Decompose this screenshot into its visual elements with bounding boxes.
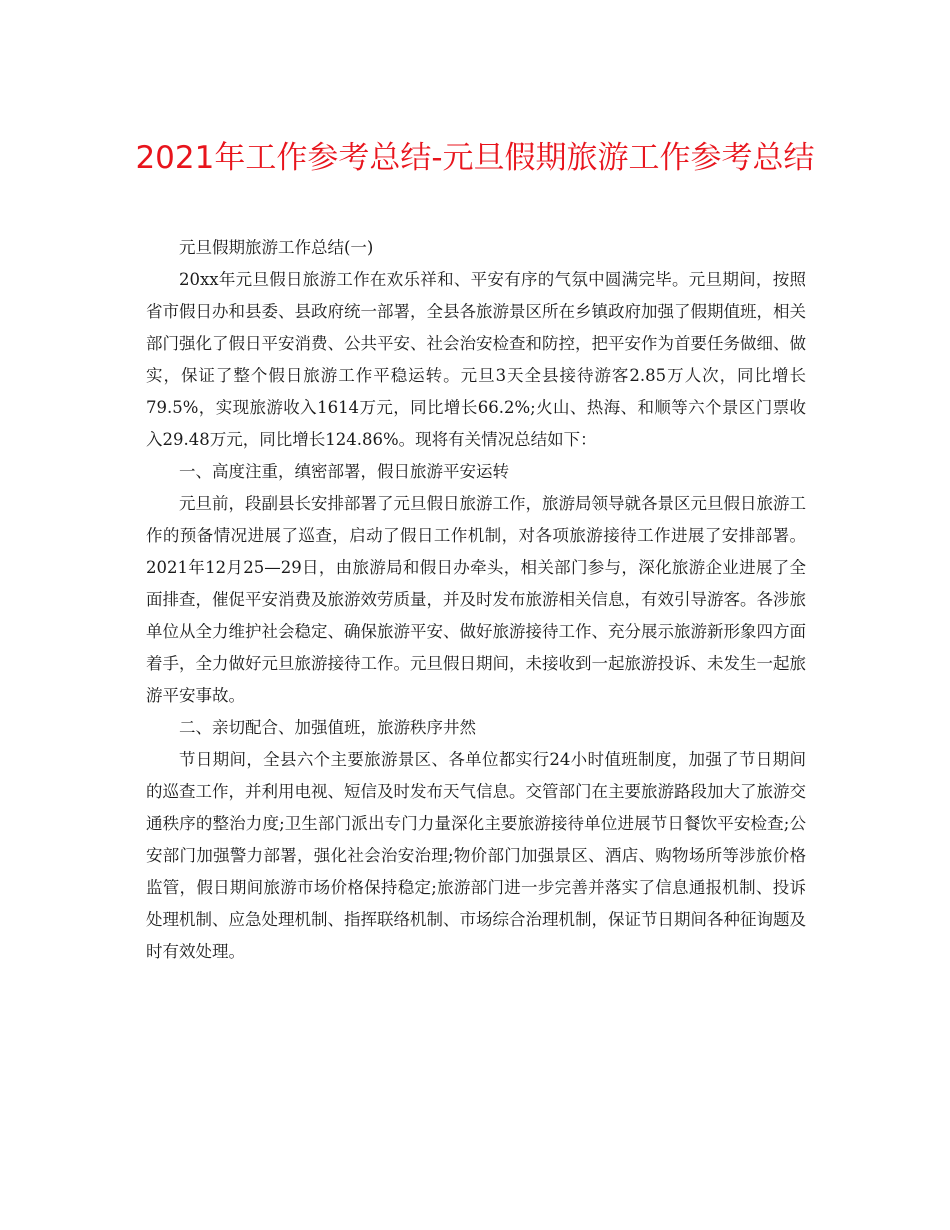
body-paragraph: 20xx年元旦假日旅游工作在欢乐祥和、平安有序的气氛中圆满完毕。元旦期间，按照省市假日办和县委、县政府统一部署，全县各旅游景区所在乡镇政府加强了假期值班，相关部门强化了假日平安消费、公共平安、社会治安检查和防控，把平安作为首要任务做细、做实，保证了整个假日旅游工作平稳运转。元旦3天全县接待游客2.85万人次，同比增长79.5%，实现旅游收入1614万元，同比增长66.2%;火山、热海、和顺等六个景区门票收入29.48万元，同比增长124.86%。现将有关情况总结如下： [146, 270, 806, 449]
body-paragraph: 节日期间，全县六个主要旅游景区、各单位都实行24小时值班制度，加强了节日期间的巡查工作，并利用电视、短信及时发布天气信息。交管部门在主要旅游路段加大了旅游交通秩序的整治力度;卫生部门派出专门力量深化主要旅游接待单位进展节日餐饮平安检查;公安部门加强警力部署，强化社会治安治理;物价部门加强景区、酒店、购物场所等涉旅价格监管，假日期间旅游市场价格保持稳定;旅游部门进一步完善并落实了信息通报机制、投诉处理机制、应急处理机制、指挥联络机制、市场综合治理机制，保证节日期间各种征询题及时有效处理。 [146, 750, 806, 961]
body-paragraph: 元旦前，段副县长安排部署了元旦假日旅游工作，旅游局领导就各景区元旦假日旅游工作的预备情况进展了巡查，启动了假日工作机制，对各项旅游接待工作进展了安排部署。2021年12月25—29日，由旅游局和假日办牵头，相关部门参与，深化旅游企业进展了全面排查，催促平安消费及旅游效劳质量，并及时发布旅游相关信息，有效引导游客。各涉旅单位从全力维护社会稳定、确保旅游平安、做好旅游接待工作、充分展示旅游新形象四方面着手，全力做好元旦旅游接待工作。元旦假日期间，未接收到一起旅游投诉、未发生一起旅游平安事故。 [146, 494, 806, 705]
section-heading: 一、高度注重，缜密部署，假日旅游平安运转 [179, 462, 509, 481]
document-title: 2021年工作参考总结-元旦假期旅游工作参考总结 [135, 140, 815, 176]
document-body [146, 232, 806, 968]
section-heading: 二、亲切配合、加强值班，旅游秩序井然 [179, 718, 476, 737]
section-heading: 元旦假期旅游工作总结(一) [179, 238, 374, 257]
